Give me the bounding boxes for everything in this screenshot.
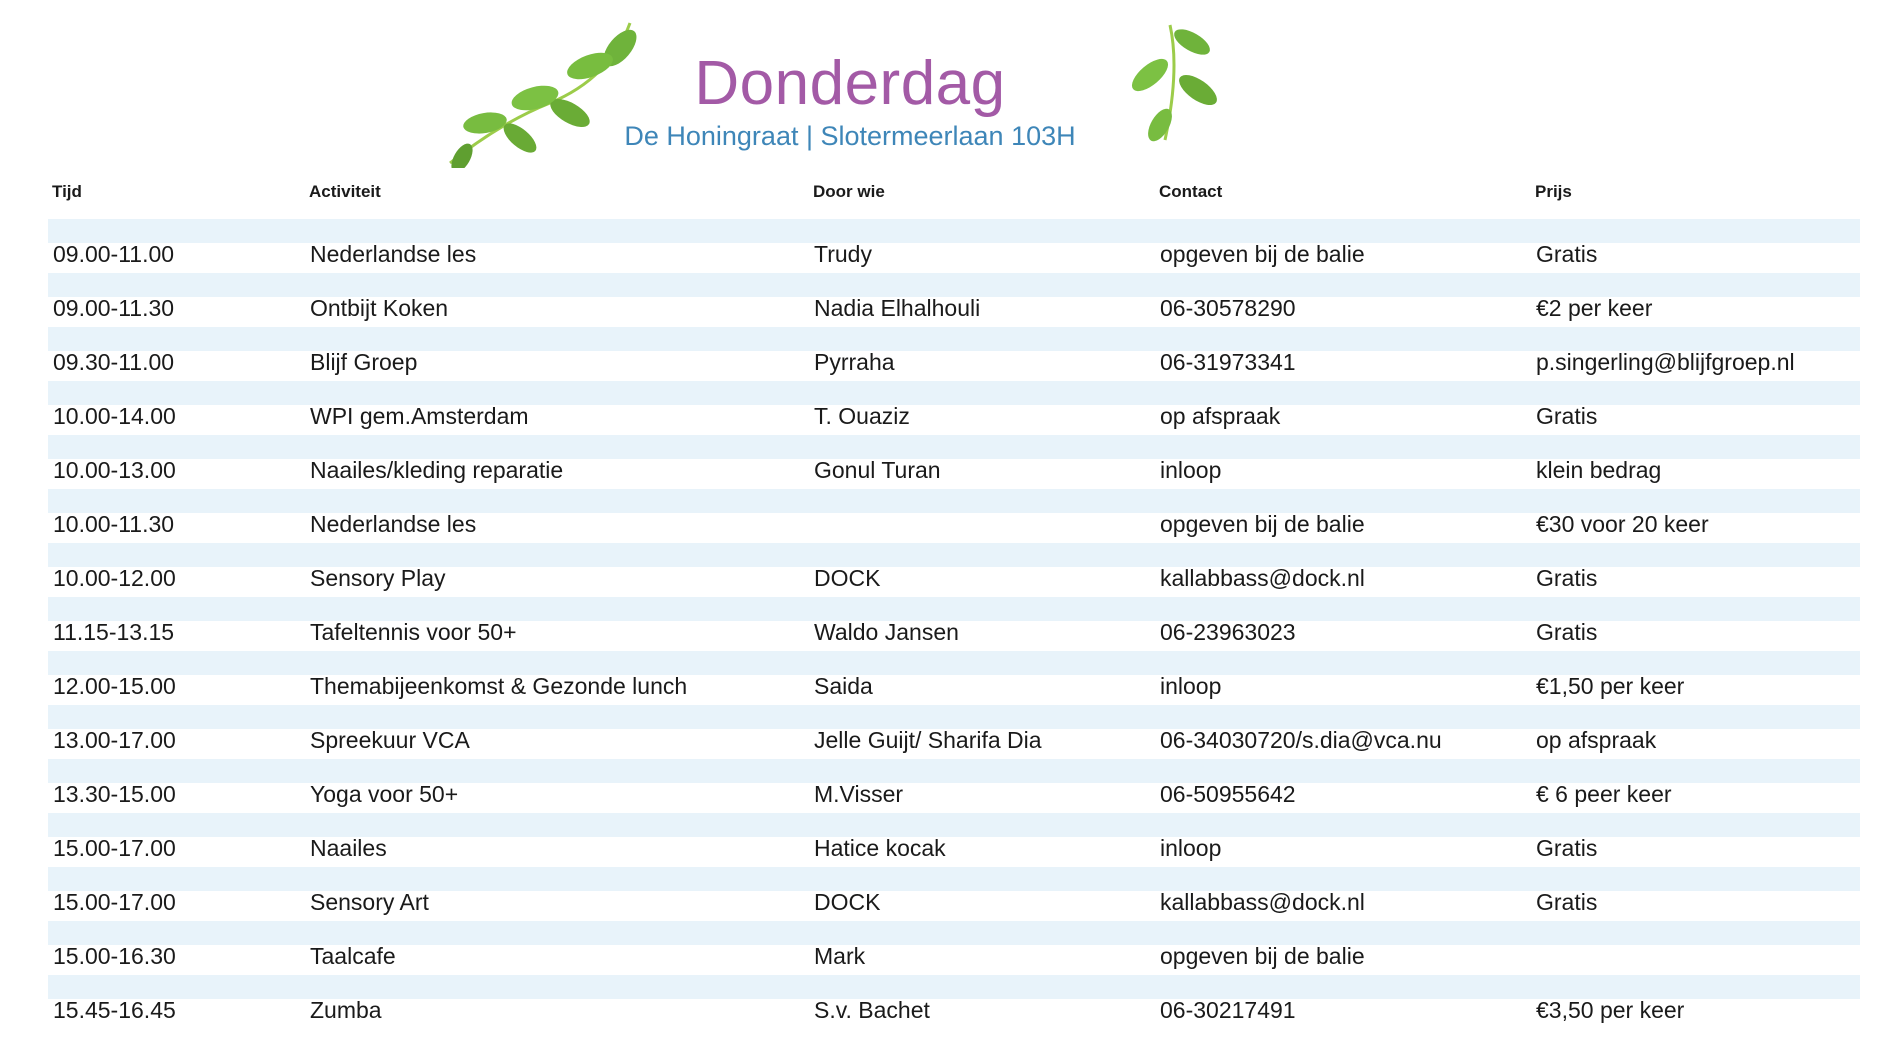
cell-contact: 06-23963023 bbox=[1160, 619, 1296, 645]
cell-door-wie: T. Ouaziz bbox=[814, 403, 910, 429]
row-band bbox=[48, 489, 1860, 513]
page-subtitle: De Honingraat | Slotermeerlaan 103H bbox=[624, 121, 1076, 151]
cell-contact: inloop bbox=[1160, 835, 1222, 861]
table-row bbox=[48, 867, 1860, 921]
table-row bbox=[48, 489, 1860, 543]
cell-tijd: 10.00-14.00 bbox=[53, 403, 176, 429]
cell-activiteit: Nederlandse les bbox=[310, 511, 477, 537]
cell-prijs: klein bedrag bbox=[1536, 457, 1662, 483]
page-header bbox=[0, 0, 1894, 175]
cell-prijs: €30 voor 20 keer bbox=[1536, 511, 1709, 537]
cell-contact: kallabbass@dock.nl bbox=[1160, 889, 1365, 915]
cell-tijd: 11.15-13.15 bbox=[53, 619, 175, 645]
row-band bbox=[48, 867, 1860, 891]
cell-tijd: 15.45-16.45 bbox=[53, 997, 176, 1023]
cell-activiteit: Sensory Art bbox=[310, 889, 429, 915]
column-header-contact: Contact bbox=[1159, 182, 1223, 201]
cell-tijd: 12.00-15.00 bbox=[53, 673, 176, 699]
cell-activiteit: Spreekuur VCA bbox=[310, 727, 470, 753]
cell-door-wie: DOCK bbox=[814, 565, 881, 591]
cell-tijd: 13.00-17.00 bbox=[53, 727, 176, 753]
cell-tijd: 09.00-11.00 bbox=[53, 241, 175, 267]
table-row bbox=[48, 381, 1860, 435]
cell-door-wie: Jelle Guijt/ Sharifa Dia bbox=[814, 727, 1042, 753]
cell-prijs: €3,50 per keer bbox=[1536, 997, 1685, 1023]
row-band bbox=[48, 705, 1860, 729]
cell-door-wie: Nadia Elhalhouli bbox=[814, 295, 981, 321]
column-header-prijs: Prijs bbox=[1535, 182, 1572, 201]
row-band bbox=[48, 219, 1860, 243]
cell-door-wie: S.v. Bachet bbox=[814, 997, 930, 1023]
cell-tijd: 15.00-16.30 bbox=[53, 943, 176, 969]
cell-contact: inloop bbox=[1160, 457, 1222, 483]
cell-activiteit: Naailes/kleding reparatie bbox=[310, 457, 564, 483]
row-band bbox=[48, 327, 1860, 351]
cell-prijs: € 6 peer keer bbox=[1536, 781, 1672, 807]
column-header-door-wie: Door wie bbox=[813, 182, 885, 201]
table-row bbox=[48, 435, 1860, 489]
cell-door-wie: Mark bbox=[814, 943, 866, 969]
table-row bbox=[48, 975, 1860, 1029]
table-row bbox=[48, 273, 1860, 327]
row-band bbox=[48, 975, 1860, 999]
cell-activiteit: Themabijeenkomst & Gezonde lunch bbox=[310, 673, 688, 699]
cell-door-wie: Waldo Jansen bbox=[814, 619, 959, 645]
table-row bbox=[48, 921, 1860, 975]
row-band bbox=[48, 921, 1860, 945]
cell-activiteit: Yoga voor 50+ bbox=[310, 781, 459, 807]
cell-activiteit: Sensory Play bbox=[310, 565, 446, 591]
cell-prijs: Gratis bbox=[1536, 565, 1598, 591]
cell-prijs: €2 per keer bbox=[1536, 295, 1653, 321]
cell-door-wie: Trudy bbox=[814, 241, 872, 267]
row-band bbox=[48, 813, 1860, 837]
table-row bbox=[48, 597, 1860, 651]
row-band bbox=[48, 543, 1860, 567]
cell-contact: op afspraak bbox=[1160, 403, 1281, 429]
cell-prijs: €1,50 per keer bbox=[1536, 673, 1685, 699]
cell-door-wie: M.Visser bbox=[814, 781, 904, 807]
cell-activiteit: Nederlandse les bbox=[310, 241, 477, 267]
cell-tijd: 09.00-11.30 bbox=[53, 295, 175, 321]
table-row bbox=[48, 651, 1860, 705]
cell-tijd: 13.30-15.00 bbox=[53, 781, 176, 807]
row-band bbox=[48, 759, 1860, 783]
schedule-table bbox=[48, 219, 1860, 1029]
cell-door-wie: DOCK bbox=[814, 889, 881, 915]
row-band bbox=[48, 435, 1860, 459]
table-row bbox=[48, 813, 1860, 867]
cell-activiteit: Tafeltennis voor 50+ bbox=[310, 619, 517, 645]
cell-contact: 06-34030720/s.dia@vca.nu bbox=[1160, 727, 1442, 753]
row-band bbox=[48, 651, 1860, 675]
column-headers bbox=[0, 182, 1894, 212]
column-header-activiteit: Activiteit bbox=[309, 182, 381, 201]
cell-tijd: 09.30-11.00 bbox=[53, 349, 175, 375]
cell-contact: 06-30578290 bbox=[1160, 295, 1296, 321]
table-row bbox=[48, 759, 1860, 813]
row-band bbox=[48, 597, 1860, 621]
cell-activiteit: WPI gem.Amsterdam bbox=[310, 403, 529, 429]
table-row bbox=[48, 327, 1860, 381]
cell-contact: inloop bbox=[1160, 673, 1222, 699]
cell-prijs: Gratis bbox=[1536, 619, 1598, 645]
cell-activiteit: Taalcafe bbox=[310, 943, 396, 969]
cell-door-wie: Gonul Turan bbox=[814, 457, 941, 483]
cell-prijs: Gratis bbox=[1536, 241, 1598, 267]
cell-tijd: 10.00-12.00 bbox=[53, 565, 176, 591]
cell-contact: opgeven bij de balie bbox=[1160, 511, 1365, 537]
table-row bbox=[48, 219, 1860, 273]
cell-contact: 06-30217491 bbox=[1160, 997, 1296, 1023]
table-row bbox=[48, 705, 1860, 759]
row-band bbox=[48, 273, 1860, 297]
cell-prijs: Gratis bbox=[1536, 889, 1598, 915]
cell-contact: 06-31973341 bbox=[1160, 349, 1296, 375]
cell-tijd: 10.00-11.30 bbox=[53, 511, 175, 537]
cell-contact: 06-50955642 bbox=[1160, 781, 1296, 807]
row-band bbox=[48, 381, 1860, 405]
cell-door-wie: Hatice kocak bbox=[814, 835, 946, 861]
cell-prijs: Gratis bbox=[1536, 835, 1598, 861]
cell-tijd: 10.00-13.00 bbox=[53, 457, 176, 483]
cell-contact: kallabbass@dock.nl bbox=[1160, 565, 1365, 591]
cell-contact: opgeven bij de balie bbox=[1160, 241, 1365, 267]
cell-contact: opgeven bij de balie bbox=[1160, 943, 1365, 969]
leaf-branch-right-icon bbox=[1120, 20, 1230, 145]
cell-activiteit: Zumba bbox=[310, 997, 382, 1023]
column-header-tijd: Tijd bbox=[52, 182, 82, 201]
cell-activiteit: Blijf Groep bbox=[310, 349, 418, 375]
cell-door-wie: Pyrraha bbox=[814, 349, 895, 375]
cell-tijd: 15.00-17.00 bbox=[53, 835, 176, 861]
table-row bbox=[48, 543, 1860, 597]
cell-door-wie: Saida bbox=[814, 673, 873, 699]
cell-activiteit: Naailes bbox=[310, 835, 387, 861]
cell-prijs: Gratis bbox=[1536, 403, 1598, 429]
cell-tijd: 15.00-17.00 bbox=[53, 889, 176, 915]
page-title: Donderdag bbox=[694, 49, 1006, 118]
cell-prijs: op afspraak bbox=[1536, 727, 1657, 753]
cell-activiteit: Ontbijt Koken bbox=[310, 295, 449, 321]
cell-prijs: p.singerling@blijfgroep.nl bbox=[1536, 349, 1795, 375]
